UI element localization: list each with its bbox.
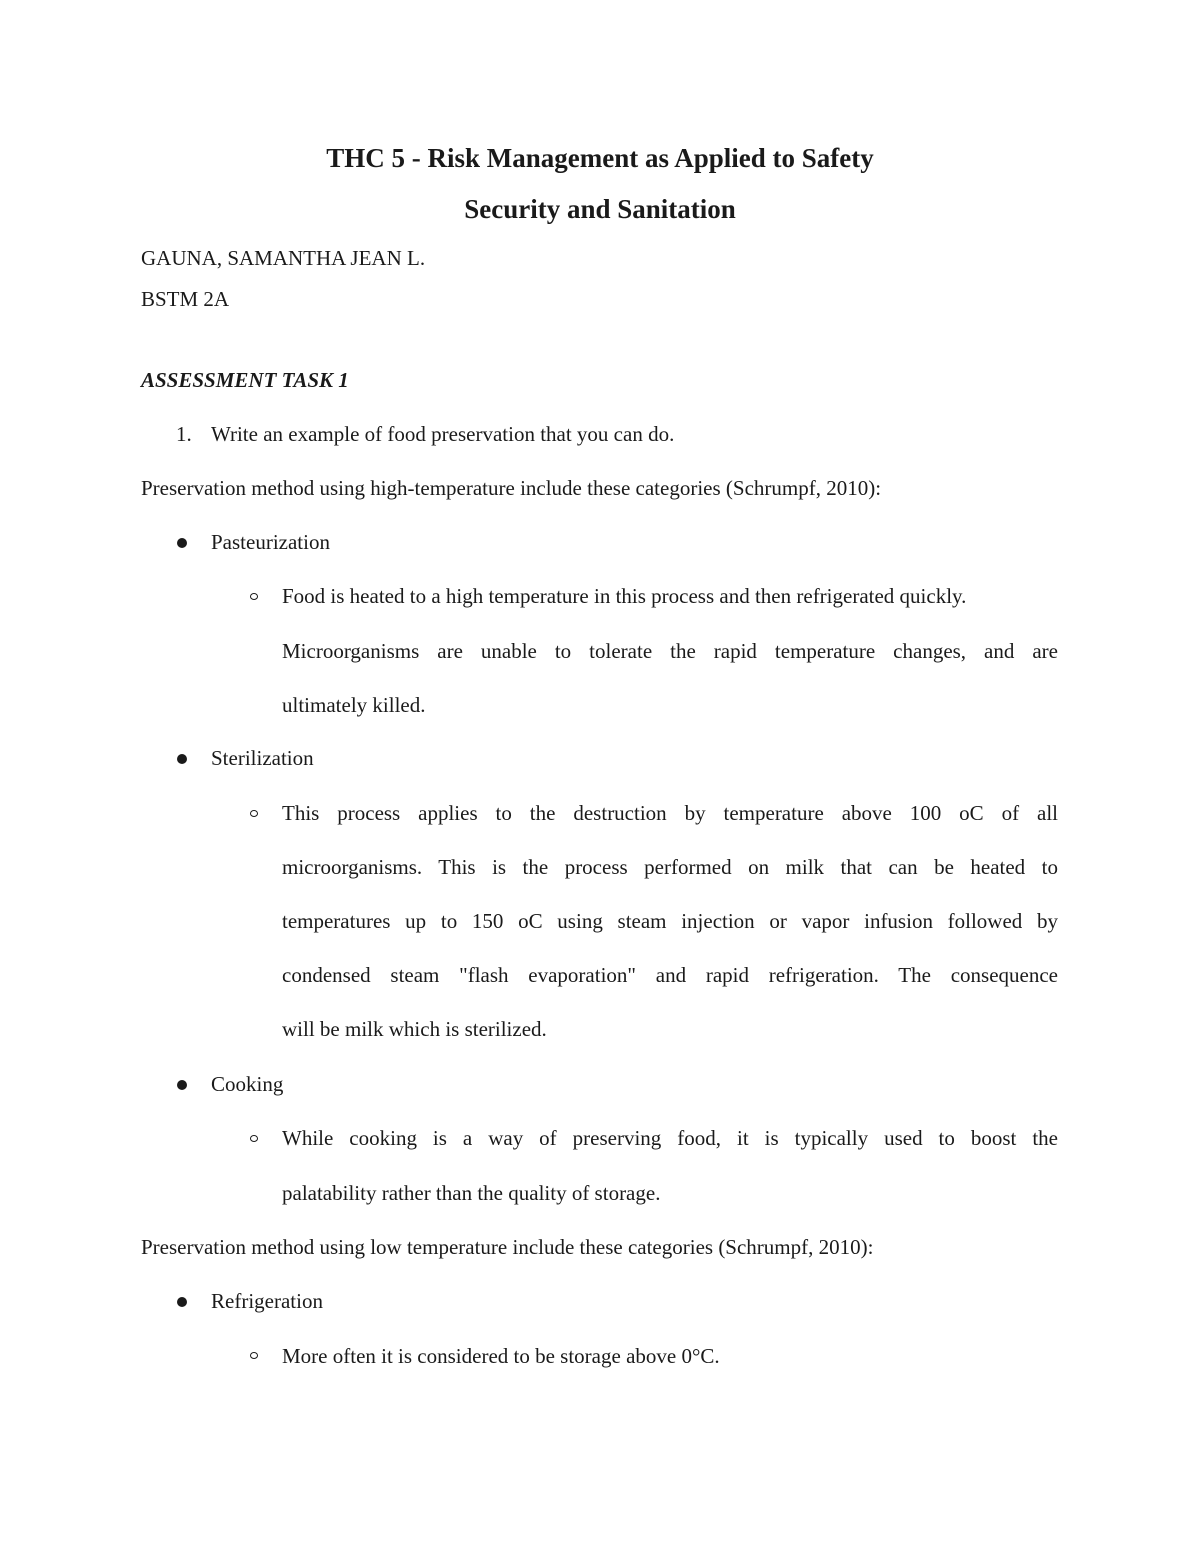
bullet-dot-icon [177, 1080, 187, 1090]
cooking-label: Cooking [211, 1072, 284, 1096]
document-title-line-1: THC 5 - Risk Management as Applied to Safety [326, 143, 874, 173]
cooking-line-2: palatability rather than the quality of storage. [282, 1181, 661, 1205]
sterilization-label: Sterilization [211, 746, 314, 770]
bullet-circle-icon [250, 593, 258, 600]
student-section: BSTM 2A [141, 287, 230, 311]
student-name: GAUNA, SAMANTHA JEAN L. [141, 246, 426, 270]
bullet-circle-icon [250, 1135, 258, 1142]
refrigeration-line-1: More often it is considered to be storage above 0°C. [282, 1344, 720, 1368]
question-number: 1. [176, 422, 192, 446]
pasteurization-line-2: Microorganisms are unable to tolerate the rapid temperature changes, and are [282, 639, 1058, 663]
bullet-dot-icon [177, 1297, 187, 1307]
refrigeration-label: Refrigeration [211, 1289, 323, 1313]
sterilization-line-2: microorganisms. This is the process performed on milk that can be heated to [282, 855, 1058, 879]
cooking-line-1: While cooking is a way of preserving food, it is typically used to boost the [282, 1126, 1058, 1150]
bullet-dot-icon [177, 754, 187, 764]
pasteurization-label: Pasteurization [211, 530, 330, 554]
bullet-circle-icon [250, 810, 258, 817]
sterilization-line-5: will be milk which is sterilized. [282, 1017, 547, 1041]
low-temperature-intro: Preservation method using low temperature include these categories (Schrumpf, 2010): [141, 1235, 874, 1259]
bullet-circle-icon [250, 1352, 258, 1359]
sterilization-line-3: temperatures up to 150 oC using steam injection or vapor infusion followed by [282, 909, 1058, 933]
question-text: Write an example of food preservation that you can do. [211, 422, 675, 446]
pasteurization-line-1: Food is heated to a high temperature in this process and then refrigerated quickly. [282, 584, 967, 608]
bullet-dot-icon [177, 538, 187, 548]
pasteurization-line-3: ultimately killed. [282, 693, 426, 717]
sterilization-line-1: This process applies to the destruction by temperature above 100 oC of all [282, 801, 1058, 825]
assessment-heading: ASSESSMENT TASK 1 [141, 368, 349, 392]
high-temperature-intro: Preservation method using high-temperature include these categories (Schrumpf, 2010): [141, 476, 882, 500]
sterilization-line-4: condensed steam "flash evaporation" and rapid refrigeration. The consequence [282, 963, 1058, 987]
document-title-line-2: Security and Sanitation [464, 194, 736, 224]
